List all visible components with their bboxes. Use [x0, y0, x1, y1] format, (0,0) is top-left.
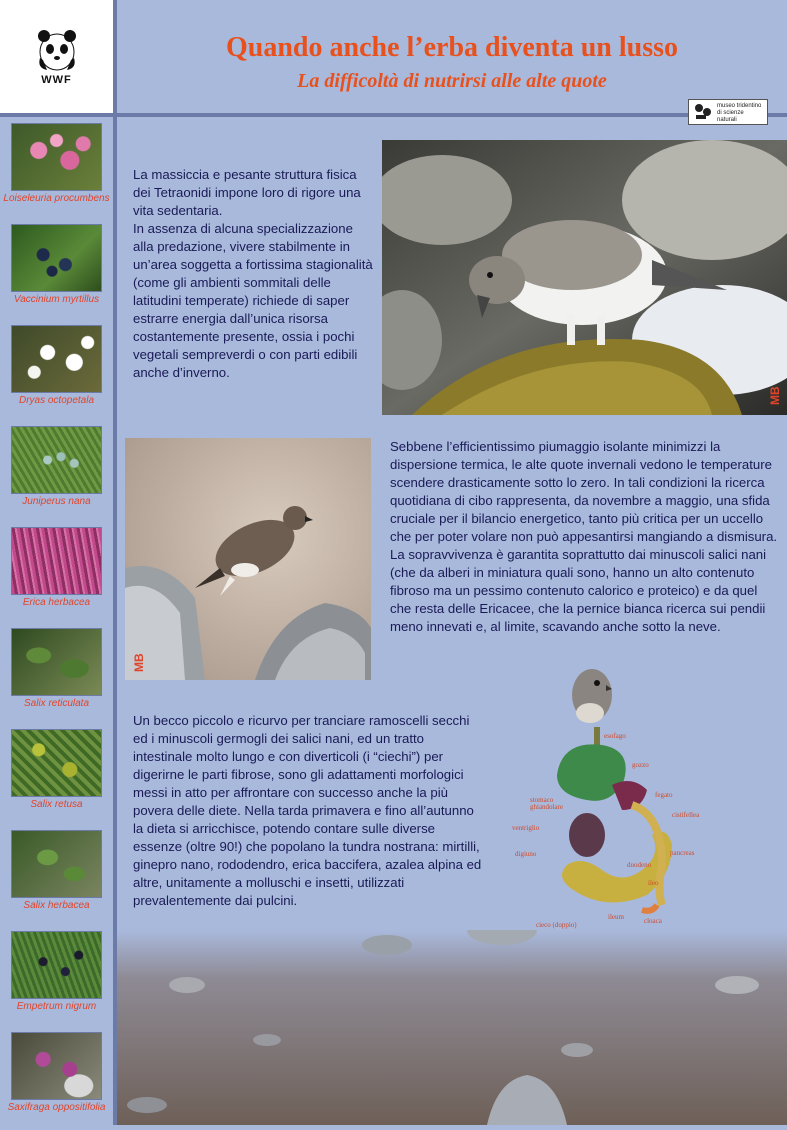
- frame-divider-horizontal: [0, 113, 787, 117]
- plant-photo: [11, 325, 102, 393]
- ptarmigan-feeding-photo: [382, 140, 787, 415]
- plant-caption: Juniperus nana: [22, 496, 91, 507]
- label-fegato: fegato: [655, 791, 673, 799]
- page-title: Quando anche l’erba diventa un lusso: [226, 32, 678, 63]
- plant-caption: Loiseleuria procumbens: [3, 193, 110, 204]
- museum-logo-line1: museo tridentino: [717, 103, 762, 109]
- plant-caption: Salix herbacea: [23, 900, 90, 911]
- museum-logo-icon: [693, 103, 713, 121]
- plant-caption: Vaccinium myrtillus: [13, 294, 100, 305]
- wwf-logo-text: WWF: [41, 73, 72, 86]
- photo-credit-2: MB: [132, 653, 146, 672]
- plant-card: [0, 325, 113, 406]
- label-cistifellea: cistifellea: [672, 811, 700, 819]
- label-pancreas: pancreas: [670, 849, 695, 857]
- plant-card: [0, 123, 113, 204]
- plant-caption: Salix retusa: [30, 799, 83, 810]
- plant-card: [0, 1032, 113, 1113]
- label-ventriglio: ventriglio: [512, 824, 540, 832]
- label-digiuno: digiuno: [515, 850, 537, 858]
- plant-photo: [11, 628, 102, 696]
- ptarmigan-jumping-illustration: [125, 438, 371, 680]
- plant-card: [0, 729, 113, 810]
- paragraph-2: Sebbene l’efficientissimo piumaggio isolante minimizzi la dispersione termica, le alte quote invernali vedono le temperature scendere drasticamente sotto lo zero. In tali condizioni la ricerca quotidiana di cibo rappresenta, da novembre a maggio, una sfida cruciale per il bilancio energetico, tanto più critica per un uccello che per poter volare non può appesantirsi mangiando a dismisura. La sopravvivenza è garantita soprattutto dai minuscoli salici nani (che da alberi in miniatura quali sono, hanno un alto contenuto fibroso ma un pessimo contenuto calorico e proteico) e da quel che resta delle Ericacee, che la pernice bianca ricerca sui pendii meno innevati e, al limite, scavando anche sotto la neve.: [390, 439, 778, 634]
- plant-photo: [11, 224, 102, 292]
- plant-caption: Erica herbacea: [22, 597, 91, 608]
- plant-photo: [11, 830, 102, 898]
- photo-credit-1: MB: [768, 386, 782, 405]
- museum-logo-line2: di scienze naturali: [717, 110, 744, 123]
- page-subtitle: La difficoltà di nutrirsi alle alte quote: [297, 70, 607, 92]
- label-esofago: esofago: [604, 732, 626, 740]
- label-stomaco: stomaco ghiandolare: [530, 796, 564, 811]
- plant-photo: [11, 123, 102, 191]
- label-cloaca: cloaca: [644, 917, 662, 925]
- label-ileum: ileum: [608, 913, 624, 921]
- ptarmigan-feeding-illustration: [382, 140, 787, 415]
- wwf-logo: [0, 0, 115, 115]
- tundra-landscape-illustration: [117, 930, 787, 1125]
- plant-card: [0, 527, 113, 608]
- plant-photo: [11, 729, 102, 797]
- label-ileo: ileo: [648, 879, 659, 887]
- paragraph-3: Un becco piccolo e ricurvo per tranciare ramoscelli secchi ed i minuscoli germogli dei salici nani, ed un tratto intestinale molto lungo e con diverticoli (i “ciechi”) per digerirne le parti fibrose, sono gli adattamenti morfologici messi in atto per affrontare con successo anche la più povera delle diete. Nella tarda primavera e fino all’autunno la dieta si arricchisce, potendo contare sulle diverse essenze (oltre 90!) che popolano la tundra nostrana: mirtilli, ginepro nano, rododendro, erica baccifera, azalea alpina ed altre, unitamente a molluschi e insetti, utilizzati prevalentemente dai pulcini.: [133, 713, 482, 908]
- plant-photo: [11, 527, 102, 595]
- label-duodeno: duodeno: [627, 861, 652, 869]
- panda-icon: [35, 28, 79, 72]
- label-gozzo: gozzo: [632, 761, 649, 769]
- digestive-system-diagram: [512, 665, 702, 930]
- plant-photo: [11, 426, 102, 494]
- plant-card: [0, 628, 113, 709]
- label-cieco: cieco (doppio): [536, 921, 577, 929]
- plant-sidebar: [0, 117, 113, 1125]
- plant-caption: Saxifraga oppositifolia: [7, 1102, 106, 1113]
- museum-logo: [688, 99, 768, 125]
- plant-card: [0, 224, 113, 305]
- plant-photo: [11, 931, 102, 999]
- plant-caption: Empetrum nigrum: [16, 1001, 97, 1012]
- ptarmigan-jumping-photo: [125, 438, 371, 680]
- plant-photo: [11, 1032, 102, 1100]
- plant-card: [0, 426, 113, 507]
- plant-card: [0, 830, 113, 911]
- plant-caption: Dryas octopetala: [18, 395, 95, 406]
- plant-caption: Salix reticulata: [23, 698, 90, 709]
- plant-card: [0, 931, 113, 1012]
- tundra-landscape: [117, 930, 787, 1125]
- paragraph-1: La massiccia e pesante struttura fisica dei Tetraonidi impone loro di rigore una vita sedentaria. In assenza di alcuna specializzazione alla predazione, vivere stabilmente in un’area soggetta a fortissima stagionalità (come gli ambienti sommitali delle latitudini temperate) richiede di saper estrarre energia dall’unica risorsa costantemente presente, ossia i pochi vegetali sempreverdi o con parti edibili anche d’inverno.: [133, 167, 373, 380]
